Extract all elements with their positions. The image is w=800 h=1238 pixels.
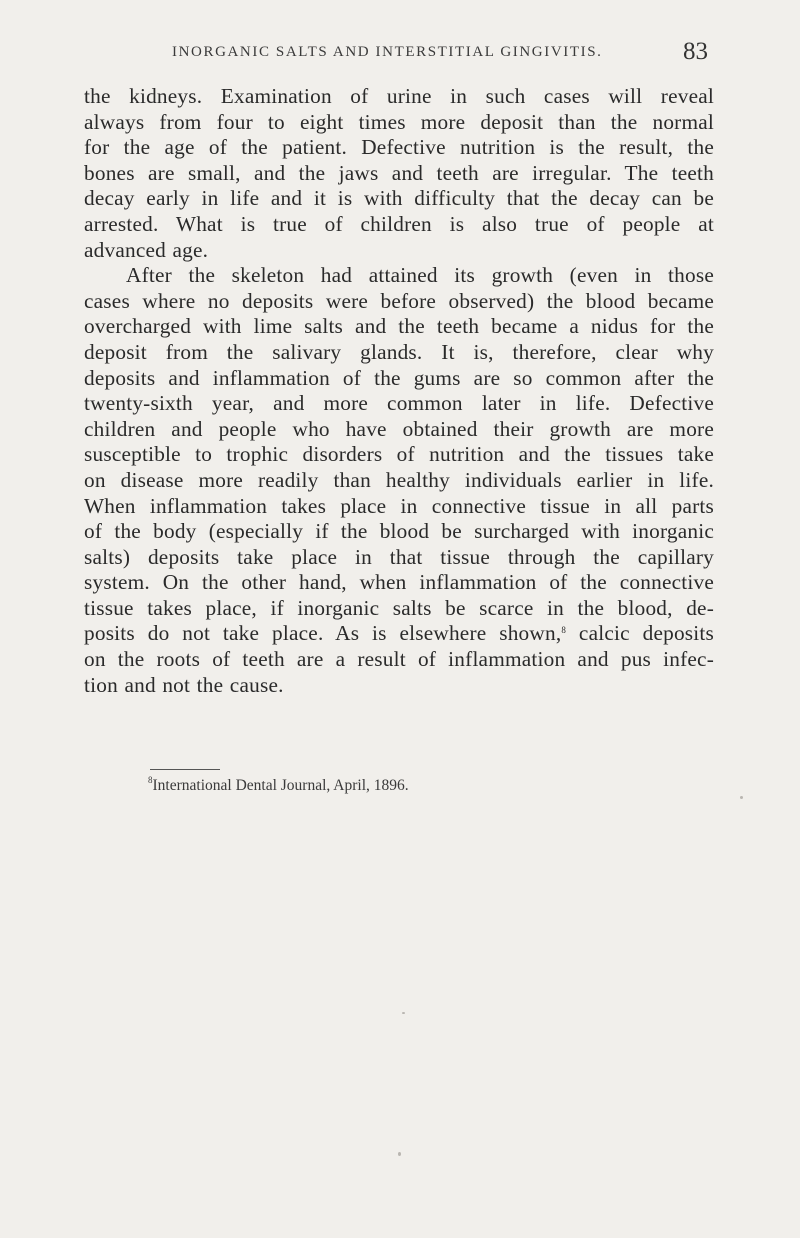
paper-speck [402,1012,405,1014]
body-text [84,84,714,698]
text-segment: calcic deposits [578,621,715,646]
text-line: After the skeleton had attained its growth (even in those [126,263,714,288]
text-line: decay early in life and it is with difficulty that the decay can be [84,186,714,211]
footnote-text: International Dental Journal, April, 1896. [152,777,409,794]
footnote [148,777,409,795]
text-line: deposit from the salivary glands. It is, therefore, clear why [84,339,714,364]
page-number: 83 [683,38,708,65]
text-line: for the age of the patient. Defective nutrition is the result, the [84,135,714,160]
text-line: twenty-sixth year, and more common later in life. Defective [84,391,714,416]
text-line: cases where no deposits were before observed) the blood became [84,288,714,313]
text-line: bones are small, and the jaws and teeth are irregular. The teeth [84,160,714,185]
text-line [84,621,714,647]
text-line: always from four to eight times more deposit than the normal [84,109,714,134]
text-line: children and people who have obtained their growth are more [84,416,714,441]
footnote-divider [150,769,220,770]
text-line: on the roots of teeth are a result of inflammation and pus infec- [84,647,714,672]
text-line: the kidneys. Examination of urine in such cases will reveal [84,84,714,108]
text-line: salts) deposits take place in that tissue through the capillary [84,544,714,569]
text-line: susceptible to trophic disorders of nutrition and the tissues take [84,442,714,467]
text-line: tion and not the cause. [84,672,284,697]
text-line: deposits and inflammation of the gums are so common after the [84,365,714,390]
text-line: on disease more readily than healthy individuals earlier in life. [84,467,714,492]
text-line: advanced age. [84,237,209,262]
text-segment: posits do not take place. As is elsewhere shown, [84,621,562,646]
text-line: tissue takes place, if inorganic salts be scarce in the blood, de- [84,595,714,620]
paper-speck [398,1152,401,1156]
paper-speck [740,796,743,799]
footnote-reference: 8 [561,625,567,636]
text-line: When inflammation takes place in connective tissue in all parts [84,493,714,518]
text-line: overcharged with lime salts and the teeth became a nidus for the [84,314,714,339]
text-line: system. On the other hand, when inflammation of the connective [84,570,714,595]
running-head: INORGANIC SALTS AND INTERSTITIAL GINGIVITIS. [172,44,603,60]
footnote-marker: 8 [148,775,153,785]
text-line: arrested. What is true of children is also true of people at [84,211,714,236]
text-line: of the body (especially if the blood be surcharged with inorganic [84,519,714,544]
